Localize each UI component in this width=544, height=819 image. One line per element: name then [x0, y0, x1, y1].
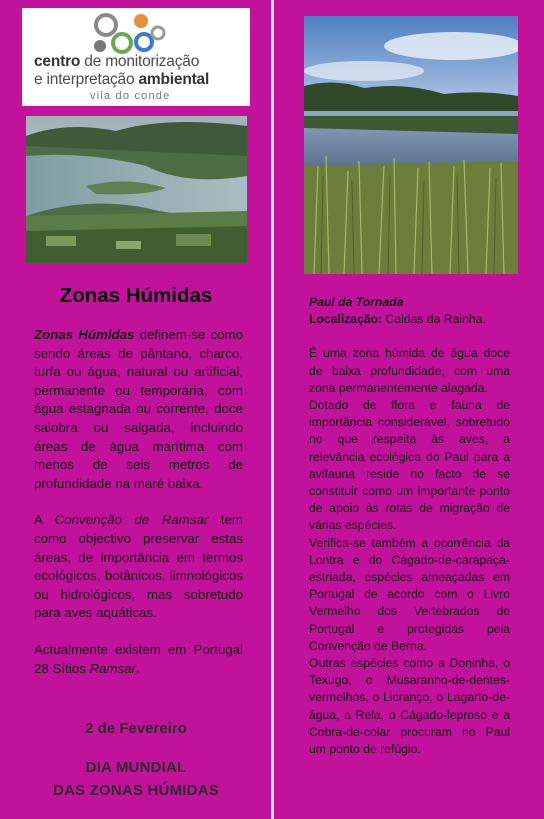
organization-logo: [22, 8, 250, 106]
logo-text-line3: vila do conde: [90, 90, 171, 102]
endangered-species-paragraph: Verifica-se também a ocorrência da Lontra e do Cágado-de-carapaça-estriada, espécies ameaçadas em Portugal de acordo com o Livro Vermelho dos Vertebrados de Portugal e protegidas pela Convenção de Berna.: [309, 535, 510, 653]
right-panel: [274, 0, 544, 819]
definition-paragraph: Zonas Húmidas definem-se como sendo áreas de pântano, charco, turfa ou água, natural ou artificial, permanente ou temporária, com água estagnada ou corrente, doce salobra ou salgada, incluindo áreas de água marítima com menos de seis metros de profundidade na maré baixa.: [34, 327, 243, 491]
sites-paragraph: Actualmente existem em Portugal 28 Sítios Ramsar.: [34, 641, 243, 676]
flora-fauna-paragraph: Dotado de flora e fauna de importância considerável, sobretudo no que respeita às aves, a relevância ecológica do Paul para a avifauna reside no facto de se constituir como um importante ponto de apoio às rotas de migração de várias espécies.: [309, 398, 510, 533]
logo-text-line1: centro de monitorização: [34, 53, 200, 70]
other-species-paragraph: Outras espécies como a Doninha, o Texugo, o Musaranho-de-dentes-vermelhos, o Licranço, o Lagarto-de-água, a Rela, o Cágado-leproso e a Cobra-de-colar procuram no Paul um ponto de refúgio.: [309, 656, 510, 757]
wetland-reeds-photo: [304, 16, 518, 274]
site-description-paragraph: É uma zona húmida de água doce de baixa profundidade, com uma zona permanentemente alagada.: [309, 346, 510, 395]
lake-landscape-photo: [26, 116, 247, 263]
site-location: Localização: Caldas da Rainha.: [309, 312, 486, 327]
event-date: 2 de Fevereiro: [85, 720, 187, 737]
event-name-line2: DAS ZONAS HÚMIDAS: [53, 782, 219, 799]
page-title: Zonas Húmidas: [59, 284, 213, 307]
site-name: Paul da Tornada: [309, 295, 404, 309]
logo-text-line2: e interpretação ambiental: [34, 71, 210, 88]
right-body-text: [309, 294, 510, 758]
logo-circles-icon: [86, 12, 166, 56]
event-name-line1: DIA MUNDIAL: [85, 759, 187, 776]
left-body-text: [34, 326, 243, 696]
ramsar-paragraph: A Convenção de Ramsar tem como objectivo preservar estas áreas, de importância em termos ecológicos, botânicos, limnológicos ou hidrológicos, mas sobretudo para aves aquáticas.: [34, 512, 243, 621]
